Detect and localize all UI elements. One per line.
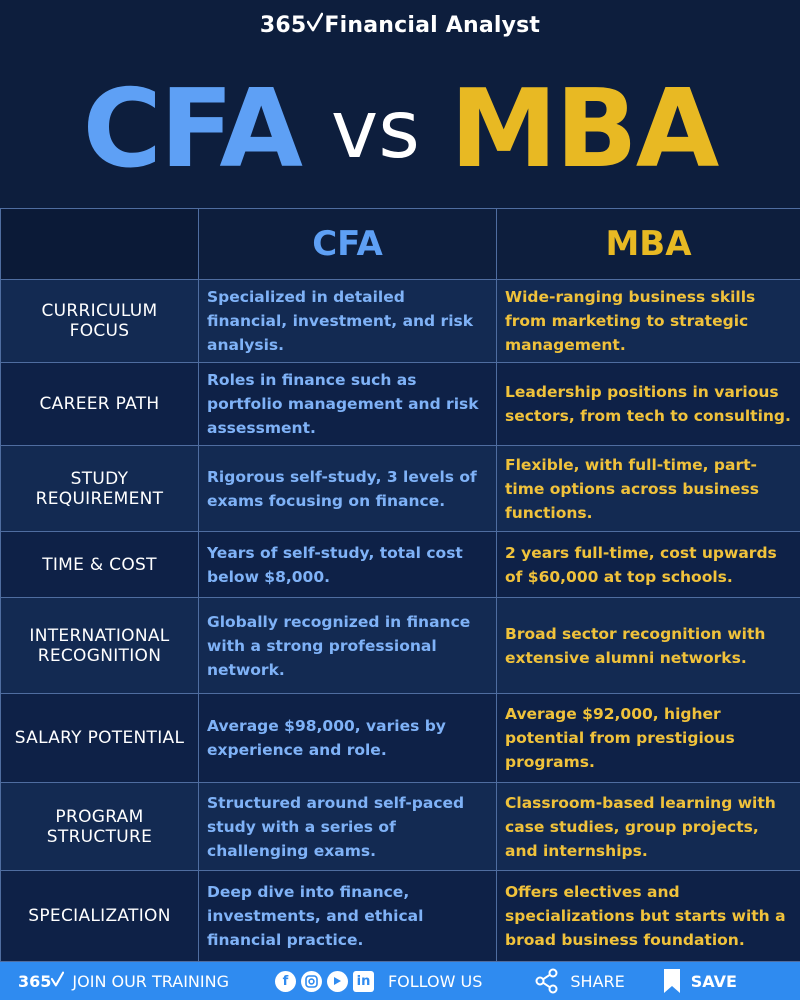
row-label: SPECIALIZATION: [1, 871, 199, 962]
cfa-cell: Globally recognized in finance with a strong professional network.: [199, 598, 497, 694]
table-row: [1, 363, 800, 446]
mba-cell: 2 years full-time, cost upwards of $60,000 at top schools.: [497, 532, 800, 598]
comparison-table: [0, 208, 800, 962]
cfa-cell: Roles in finance such as portfolio management and risk assessment.: [199, 363, 497, 446]
row-label: INTERNATIONAL RECOGNITION: [1, 598, 199, 694]
header-mba: MBA: [497, 209, 800, 280]
brand-logo: [0, 12, 800, 38]
check-icon: [307, 12, 323, 38]
cfa-cell: Structured around self-paced study with a series of challenging exams.: [199, 783, 497, 871]
share-button[interactable]: SHARE: [570, 971, 625, 991]
footer-bar: [0, 962, 800, 1000]
instagram-icon[interactable]: [301, 971, 322, 992]
cfa-cell: Average $98,000, varies by experience and role.: [199, 694, 497, 783]
footer-brand: [18, 971, 64, 991]
table-row: [1, 783, 800, 871]
mba-cell: Broad sector recognition with extensive alumni networks.: [497, 598, 800, 694]
table-header-row: [1, 209, 800, 280]
row-label: CURRICULUM FOCUS: [1, 280, 199, 363]
page-title: [0, 64, 800, 194]
row-label: TIME & COST: [1, 532, 199, 598]
table-row: [1, 871, 800, 962]
title-cfa: CFA: [82, 66, 301, 192]
row-label: CAREER PATH: [1, 363, 199, 446]
table-row: [1, 532, 800, 598]
facebook-icon[interactable]: f: [275, 971, 296, 992]
follow-us-link[interactable]: FOLLOW US: [387, 971, 483, 991]
social-icons: [275, 971, 374, 992]
mba-cell: Flexible, with full-time, part-time options across business functions.: [497, 446, 800, 532]
cfa-cell: Specialized in detailed financial, investment, and risk analysis.: [199, 280, 497, 363]
bookmark-icon[interactable]: [663, 968, 681, 994]
title-vs: vs: [330, 82, 420, 176]
header-blank-cell: [1, 209, 199, 280]
share-icon[interactable]: [534, 968, 560, 994]
row-label: SALARY POTENTIAL: [1, 694, 199, 783]
title-mba: MBA: [449, 66, 718, 192]
check-icon: [51, 971, 64, 987]
table-row: [1, 280, 800, 363]
mba-cell: Offers electives and specializations but starts with a broad business foundation.: [497, 871, 800, 962]
table-row: [1, 694, 800, 783]
cfa-cell: Deep dive into finance, investments, and ethical financial practice.: [199, 871, 497, 962]
row-label: STUDY REQUIREMENT: [1, 446, 199, 532]
cfa-cell: Years of self-study, total cost below $8,000.: [199, 532, 497, 598]
mba-cell: Classroom-based learning with case studies, group projects, and internships.: [497, 783, 800, 871]
mba-cell: Wide-ranging business skills from marketing to strategic management.: [497, 280, 800, 363]
brand-prefix: 365: [259, 13, 307, 38]
footer-brand-text: 365: [18, 972, 52, 991]
save-button[interactable]: SAVE: [690, 971, 737, 991]
youtube-icon[interactable]: [327, 971, 348, 992]
linkedin-icon[interactable]: in: [353, 971, 374, 992]
brand-name: Financial Analyst: [324, 13, 541, 38]
join-training-link[interactable]: JOIN OUR TRAINING: [72, 971, 229, 991]
table-row: [1, 598, 800, 694]
cfa-cell: Rigorous self-study, 3 levels of exams focusing on finance.: [199, 446, 497, 532]
table-row: [1, 446, 800, 532]
mba-cell: Leadership positions in various sectors, from tech to consulting.: [497, 363, 800, 446]
header-cfa: CFA: [199, 209, 497, 280]
row-label: PROGRAM STRUCTURE: [1, 783, 199, 871]
mba-cell: Average $92,000, higher potential from prestigious programs.: [497, 694, 800, 783]
